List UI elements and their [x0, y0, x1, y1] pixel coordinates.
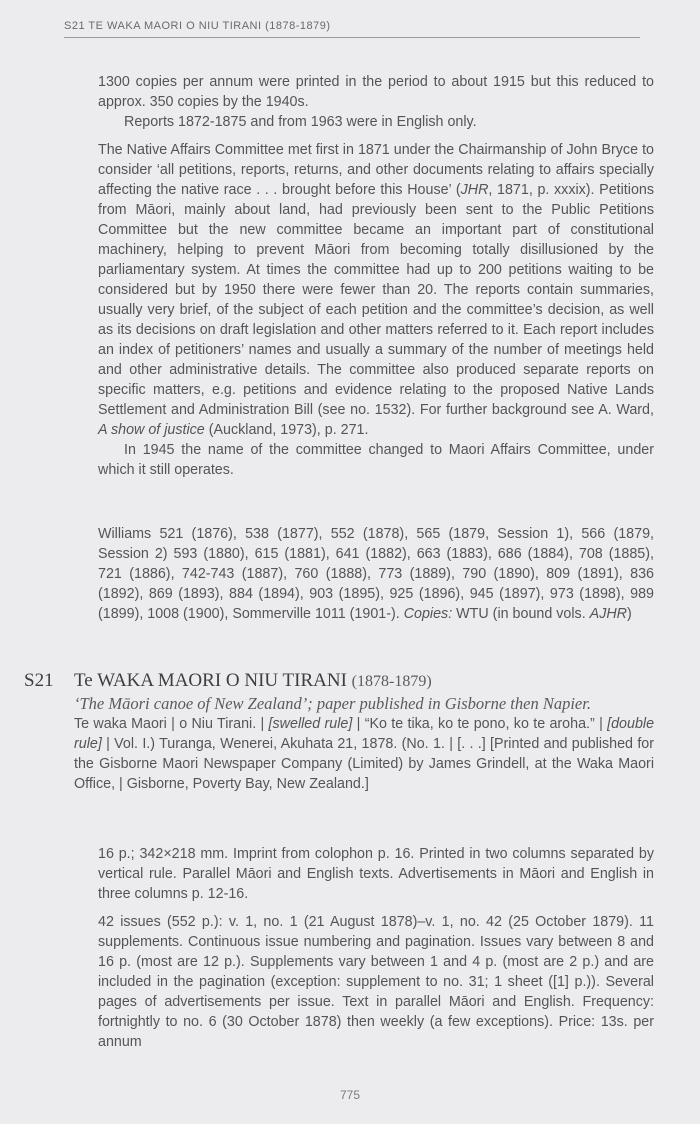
- entry-heading-block: [74, 670, 654, 794]
- citation-jhr: JHR: [460, 182, 489, 198]
- reports-note: Reports 1872-1875 and from 1963 were in English only.: [124, 114, 477, 130]
- entry-subtitle: ‘The Māori canoe of New Zealand’; paper published in Gisborne then Napier.: [74, 694, 591, 713]
- entry-code: S21: [24, 670, 54, 691]
- intro-section: [98, 72, 654, 132]
- running-head: S21 TE WAKA MAORI O NIU TIRANI (1878-1879): [64, 20, 640, 38]
- committee-section: [98, 140, 654, 480]
- citation-ajhr: AJHR: [589, 606, 627, 622]
- copies-label: Copies:: [403, 606, 453, 622]
- entry-title: Te WAKA MAORI O NIU TIRANI (1878-1879): [74, 670, 432, 691]
- committee-rename-note: In 1945 the name of the committee changed to Maori Affairs Committee, under which it still operates.: [98, 442, 654, 478]
- description-paragraph: 16 p.; 342×218 mm. Imprint from colophon p. 16. Printed in two columns separated by vertical rule. Parallel Māori and English texts. Advertisements in Māori and English in three columns p. 12-16.: [98, 846, 654, 902]
- physical-description: [98, 844, 654, 1052]
- issues-paragraph: 42 issues (552 p.): v. 1, no. 1 (21 August 1878)–v. 1, no. 42 (25 October 1879). 11 supplements. Continuous issue numbering and pagination. Issues vary between 8 and 16 p. (most are 12 p.). Supplements vary between 1 and 4 p. (most are 2 p.) and are included in the pagination (exception: supplement to no. 31; 1 sheet ([1] p.)). Several pages of advertisements per issue. Text in parallel Māori and English. Frequency: fortnightly to no. 6 (30 October 1878) then weekly (a few exceptions). Price: 13s. per annum: [98, 914, 654, 1050]
- williams-section: [98, 524, 654, 624]
- intro-paragraph: 1300 copies per annum were printed in the period to about 1915 but this reduced to approx. 350 copies by the 1940s.: [98, 74, 654, 110]
- book-title: A show of justice: [98, 422, 205, 438]
- entry-dates: (1878-1879): [351, 673, 432, 690]
- title-transcription: Te waka Maori | o Niu Tirani. | [swelled rule] | “Ko te tika, ko te pono, ko te aroha.” | [double rule] | Vol. I.) Turanga, Wenerei, Akuhata 21, 1878. (No. 1. | [. . .] [Printed and published for the Gisborne Maori Newspaper Company (Limited) by James Grindell, at the Waka Maori Office, | Gisborne, Poverty Bay, New Zealand.]: [74, 716, 655, 792]
- williams-references: Williams 521 (1876), 538 (1877), 552 (1878), 565 (1879, Session 1), 566 (1879, Session 2) 593 (1880), 615 (1881), 641 (1882), 663 (1883), 686 (1884), 708 (1885), 721 (1886), 742-743 (1887), 760 (1888), 773 (1889), 790 (1890), 809 (1891), 836 (1892), 869 (1893), 884 (1894), 903 (1895), 925 (1896), 945 (1897), 973 (1898), 989 (1899), 1008 (1900), Sommerville 1011 (1901-). Copies: WTU (in bound vols. AJHR): [98, 526, 654, 622]
- committee-paragraph: The Native Affairs Committee met first in 1871 under the Chairmanship of John Bryce to consider ‘all petitions, reports, returns, and other documents relating to affairs specially affecting the native race . . . brought before this House’ (JHR, 1871, p. xxxix). Petitions from Māori, mainly about land, had previously been sent to the Public Petitions Committee but the new committee became an important part of constitutional machinery, helping to prevent Māori from becoming totally disillusioned by the parliamentary system. At times the committee had up to 200 petitions waiting to be considered but by 1950 there were fewer than 20. The reports contain summaries, usually very brief, of the subject of each petition and the committee’s decision, as well as its decisions on draft legislation and other matters referred to it. Each report includes an index of petitioners’ names and usually a summary of the number of meetings held and other administrative details. The committee also produced separate reports on specific matters, e.g. petitions and evidence relating to the proposed Native Lands Settlement and Administration Bill (see no. 1532). For further background see A. Ward, A show of justice (Auckland, 1973), p. 271.: [98, 142, 654, 438]
- page-number: 775: [339, 1088, 361, 1102]
